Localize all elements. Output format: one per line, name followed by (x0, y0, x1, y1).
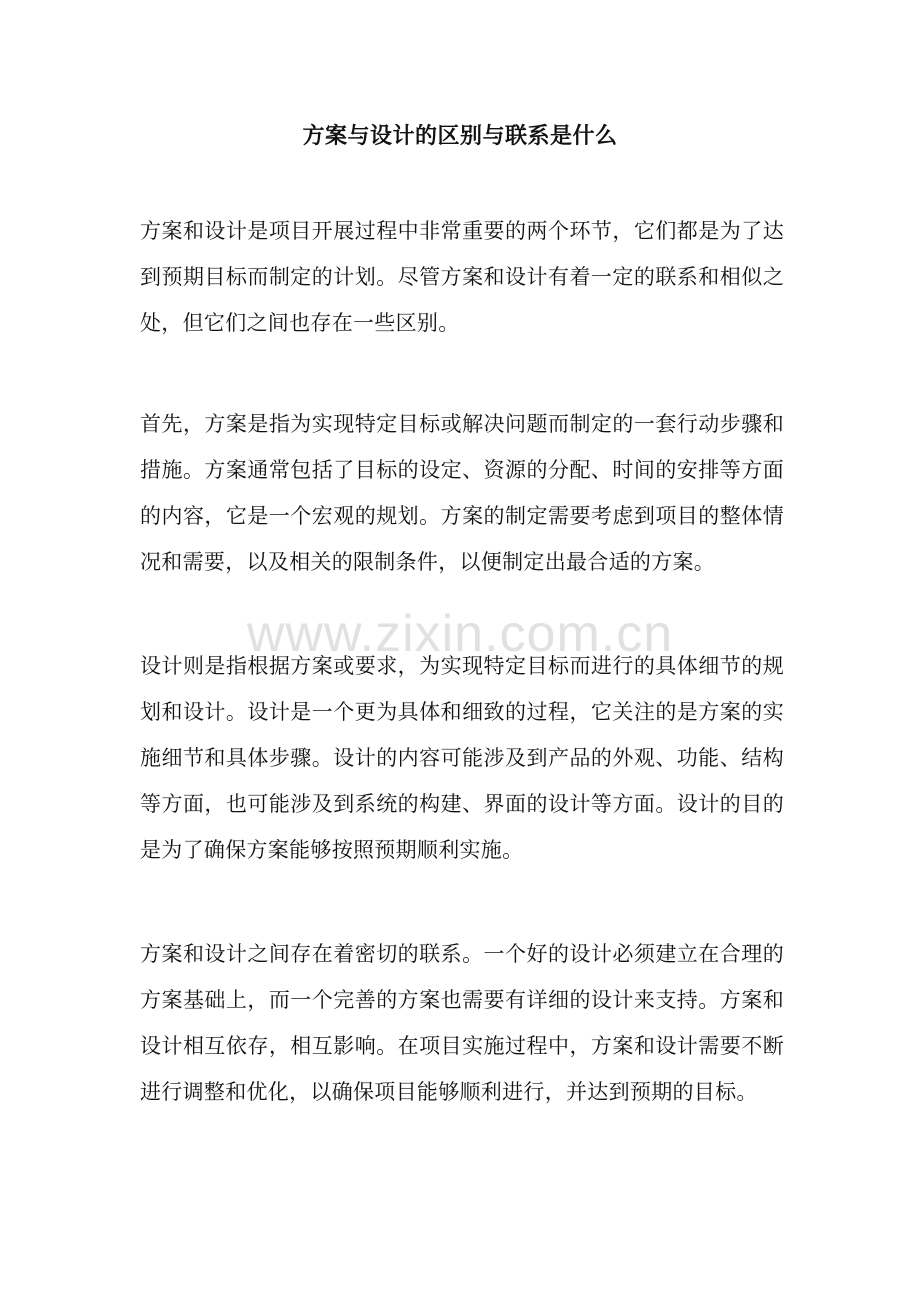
watermark: www.zixin.com.cn (246, 605, 674, 663)
document-title: 方案与设计的区别与联系是什么 (302, 123, 618, 149)
paragraph-relationship: 方案和设计之间存在着密切的联系。一个好的设计必须建立在合理的方案基础上，而一个完善的方案也需要有详细的设计来支持。方案和设计相互依存，相互影响。在项目实施过程中，方案和设计需要不断进行调整和优化，以确保项目能够顺利进行，并达到预期的目标。 (140, 942, 784, 1104)
paragraph-plan-definition: 首先，方案是指为实现特定目标或解决问题而制定的一套行动步骤和措施。方案通常包括了目标的设定、资源的分配、时间的安排等方面的内容，它是一个宏观的规划。方案的制定需要考虑到项目的整体情况和需要，以及相关的限制条件，以便制定出最合适的方案。 (140, 412, 784, 574)
paragraph-design-definition: 设计则是指根据方案或要求，为实现特定目标而进行的具体细节的规划和设计。设计是一个更为具体和细致的过程，它关注的是方案的实施细节和具体步骤。设计的内容可能涉及到产品的外观、功能、结构等方面，也可能涉及到系统的构建、界面的设计等方面。设计的目的是为了确保方案能够按照预期顺利实施。 (140, 654, 784, 862)
paragraph-intro: 方案和设计是项目开展过程中非常重要的两个环节，它们都是为了达到预期目标而制定的计划。尽管方案和设计有着一定的联系和相似之处，但它们之间也存在一些区别。 (140, 219, 784, 335)
